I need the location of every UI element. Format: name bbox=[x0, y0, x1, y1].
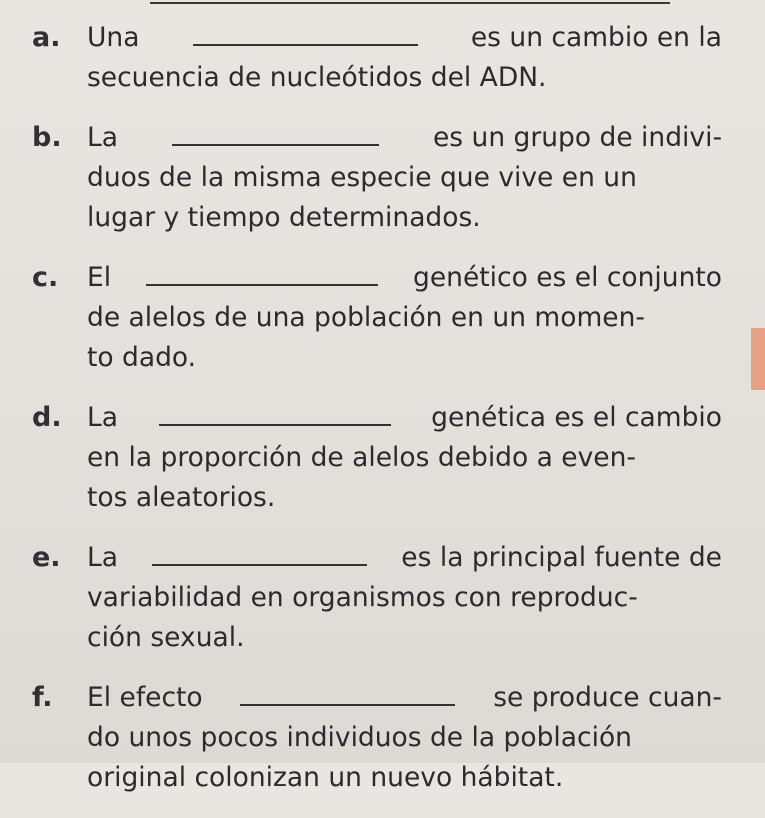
text-before-blank: Una bbox=[87, 22, 140, 53]
text-after-blank: es un grupo de indivi- bbox=[432, 122, 722, 153]
item-letter: f. bbox=[32, 682, 53, 713]
item-line: secuencia de nucleótidos del ADN. bbox=[87, 62, 547, 93]
item-letter: a. bbox=[32, 22, 61, 53]
text-before-blank: La bbox=[87, 122, 119, 153]
item-first-line bbox=[87, 678, 722, 718]
exercise-item-e bbox=[32, 538, 722, 658]
item-first-line bbox=[87, 398, 722, 438]
item-line: ción sexual. bbox=[87, 622, 245, 653]
page-edge-tab bbox=[751, 328, 765, 390]
item-letter: d. bbox=[32, 402, 62, 433]
answer-blank[interactable] bbox=[146, 258, 378, 286]
item-line: do unos pocos individuos de la población bbox=[87, 722, 632, 753]
text-after-blank: genético es el conjunto bbox=[413, 262, 722, 293]
exercise-item-f bbox=[32, 678, 722, 798]
answer-blank[interactable] bbox=[193, 18, 418, 46]
exercise-item-c bbox=[32, 258, 722, 378]
answer-blank[interactable] bbox=[240, 678, 455, 706]
text-before-blank: La bbox=[87, 542, 119, 573]
item-letter: b. bbox=[32, 122, 62, 153]
item-line: en la proporción de alelos debido a even- bbox=[87, 442, 636, 473]
item-line: variabilidad en organismos con reproduc- bbox=[87, 582, 638, 613]
item-first-line bbox=[87, 18, 722, 58]
answer-blank[interactable] bbox=[152, 538, 367, 566]
text-after-blank: es la principal fuente de bbox=[401, 542, 722, 573]
item-line: tos aleatorios. bbox=[87, 482, 276, 513]
item-first-line bbox=[87, 538, 722, 578]
item-letter: e. bbox=[32, 542, 61, 573]
exercise-item-a bbox=[32, 18, 722, 98]
text-after-blank: genética es el cambio bbox=[431, 402, 722, 433]
text-after-blank: es un cambio en la bbox=[470, 22, 722, 53]
answer-blank[interactable] bbox=[172, 118, 379, 146]
item-first-line bbox=[87, 258, 722, 298]
item-line: de alelos de una población en un momen- bbox=[87, 302, 645, 333]
exercise-item-d bbox=[32, 398, 722, 518]
text-before-blank: El efecto bbox=[87, 682, 203, 713]
text-after-blank: se produce cuan- bbox=[493, 682, 722, 713]
answer-blank[interactable] bbox=[159, 398, 391, 426]
top-rule bbox=[150, 2, 670, 4]
exercise-item-b bbox=[32, 118, 722, 238]
item-line: to dado. bbox=[87, 342, 197, 373]
item-first-line bbox=[87, 118, 722, 158]
item-line: original colonizan un nuevo hábitat. bbox=[87, 762, 564, 793]
text-before-blank: La bbox=[87, 402, 119, 433]
item-line: lugar y tiempo determinados. bbox=[87, 202, 481, 233]
item-letter: c. bbox=[32, 262, 59, 293]
item-line: duos de la misma especie que vive en un bbox=[87, 162, 637, 193]
text-before-blank: El bbox=[87, 262, 112, 293]
exercise-sheet bbox=[32, 18, 722, 818]
